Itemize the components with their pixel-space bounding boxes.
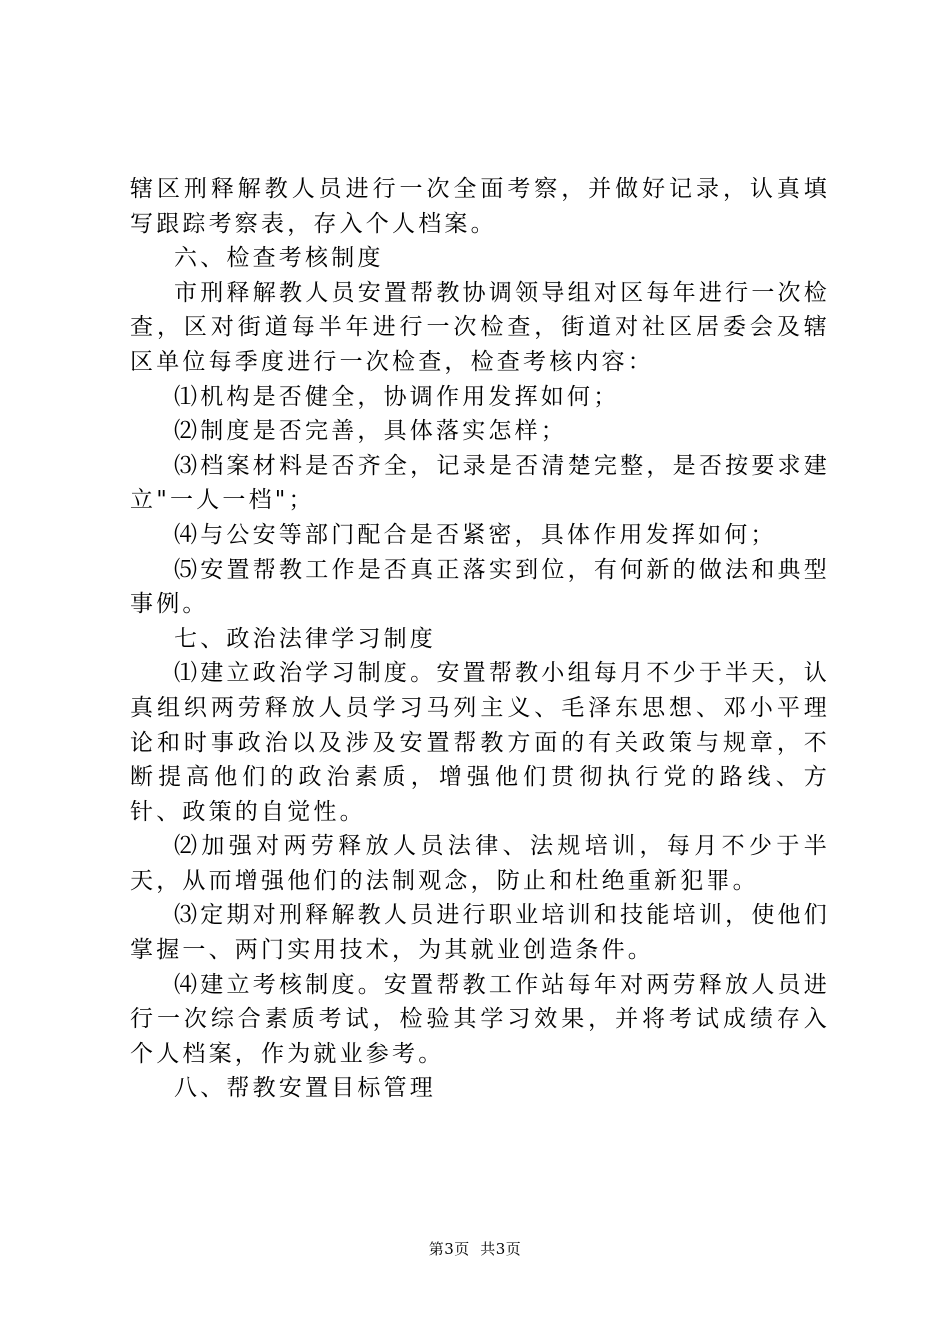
list-item-study-3: ⑶定期对刑释解教人员进行职业培训和技能培训，使他们掌握一、两门实用技术，为其就业创造条件。 xyxy=(130,902,830,964)
list-item-inspection-5: ⑸安置帮教工作是否真正落实到位，有何新的做法和典型事例。 xyxy=(130,556,830,618)
paragraph-inspection-intro: 市刑释解教人员安置帮教协调领导组对区每年进行一次检查，区对街道每半年进行一次检查，街道对社区居委会及辖区单位每季度进行一次检查，检查考核内容： xyxy=(130,279,830,375)
list-item-inspection-4: ⑷与公安等部门配合是否紧密，具体作用发挥如何； xyxy=(174,521,777,548)
section-heading-six: 六、检查考核制度 xyxy=(174,245,384,272)
list-item-study-1: ⑴建立政治学习制度。安置帮教小组每月不少于半天，认真组织两劳释放人员学习马列主义、毛泽东思想、邓小平理论和时事政治以及涉及安置帮教方面的有关政策与规章，不断提高他们的政治素质，增强他们贯彻执行党的路线、方针、政策的自觉性。 xyxy=(130,660,830,825)
paragraph-continuation: 辖区刑释解教人员进行一次全面考察，并做好记录，认真填写跟踪考察表，存入个人档案。 xyxy=(130,176,830,237)
list-item-study-4: ⑷建立考核制度。安置帮教工作站每年对两劳释放人员进行一次综合素质考试，检验其学习效果，并将考试成绩存入个人档案，作为就业参考。 xyxy=(130,971,830,1067)
page-number-label: 第3页 共3页 xyxy=(428,1240,522,1258)
page-footer xyxy=(0,1239,950,1259)
list-item-study-2: ⑵加强对两劳释放人员法律、法规培训，每月不少于半天，从而增强他们的法制观念，防止和杜绝重新犯罪。 xyxy=(130,833,830,894)
document-body xyxy=(130,172,830,1106)
list-item-inspection-1: ⑴机构是否健全，协调作用发挥如何； xyxy=(174,383,620,410)
list-item-inspection-2: ⑵制度是否完善，具体落实怎样； xyxy=(174,418,567,445)
list-item-inspection-3: ⑶档案材料是否齐全，记录是否清楚完整，是否按要求建立"一人一档"； xyxy=(130,452,830,514)
section-heading-seven: 七、政治法律学习制度 xyxy=(174,625,436,652)
section-heading-eight: 八、帮教安置目标管理 xyxy=(174,1075,436,1102)
